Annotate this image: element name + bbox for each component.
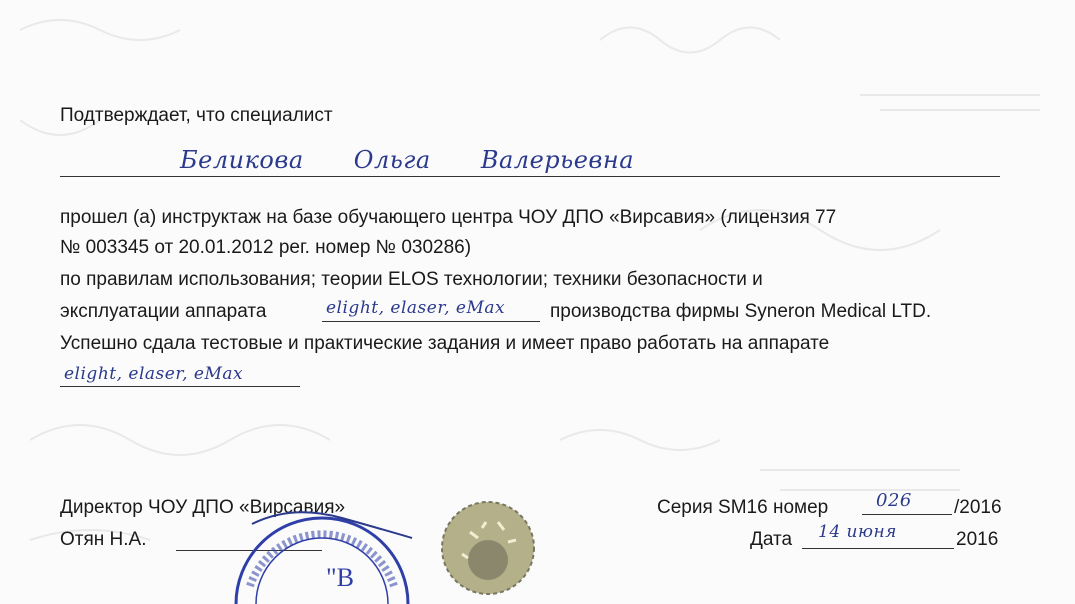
series-number-line: [862, 514, 952, 515]
date-line: [802, 548, 954, 549]
hologram-sticker: [438, 498, 538, 598]
svg-text:"В: "В: [326, 563, 354, 592]
body-line-1: прошел (а) инструктаж на базе обучающего центра ЧОУ ДПО «Вирсавия» (лицензия 77: [60, 207, 837, 228]
series-number: 026: [876, 490, 912, 511]
device-underline-2: [60, 386, 300, 387]
device-suffix: производства фирмы Syneron Medical LTD.: [550, 301, 932, 322]
date-handwritten: 14 июня: [818, 522, 897, 542]
date-label: Дата: [750, 529, 793, 550]
device-handwritten: elight, elaser, eMax: [326, 298, 506, 318]
name-underline: [60, 176, 1000, 177]
body-line-3: по правилам использования; теории ELOS технологии; техники безопасности и: [60, 269, 763, 290]
stamp-seal: [222, 494, 422, 604]
device-prefix: эксплуатации аппарата: [60, 301, 267, 322]
device-underline: [322, 321, 540, 322]
director-title: Директор ЧОУ ДПО «Вирсавия»: [60, 497, 346, 518]
confirm-line: Подтверждает, что специалист: [60, 105, 333, 126]
director-name: Отян Н.А.: [60, 529, 147, 550]
device-handwritten-2: elight, elaser, eMax: [64, 364, 244, 384]
series-label: Серия SM16 номер: [657, 497, 829, 518]
specialist-name: Беликова Ольга Валерьевна: [180, 146, 635, 174]
body-line-2: № 003345 от 20.01.2012 рег. номер № 030286): [60, 237, 472, 258]
date-year: 2016: [956, 529, 999, 550]
passed-line: Успешно сдала тестовые и практические задания и имеет право работать на аппарате: [60, 333, 830, 354]
series-year: /2016: [954, 497, 1002, 518]
